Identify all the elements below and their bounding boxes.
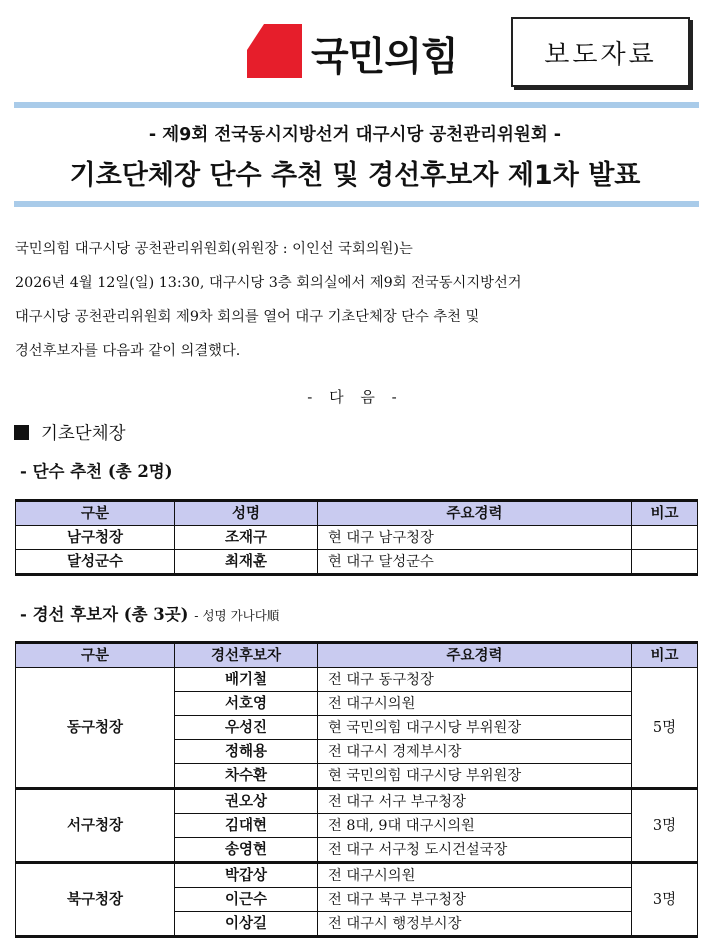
primary-heading bbox=[20, 601, 279, 625]
header-career: 주요경력 bbox=[318, 643, 632, 668]
career-cell: 현 국민의힘 대구시당 부위원장 bbox=[318, 716, 632, 740]
career-cell: 전 대구시 행정부시장 bbox=[318, 912, 632, 937]
name-cell: 차수환 bbox=[175, 764, 318, 789]
body-line-3: 대구시당 공천관리위원회 제9차 회의를 열어 대구 기초단체장 단수 추천 및 bbox=[15, 309, 480, 325]
press-release-label: 보도자료 bbox=[511, 17, 690, 87]
header-note: 비고 bbox=[632, 501, 698, 526]
title-band-bottom bbox=[14, 201, 699, 207]
career-cell: 현 대구 남구청장 bbox=[318, 526, 632, 550]
body-line-1: 국민의힘 대구시당 공천관리위원회(위원장 : 이인선 국회의원)는 bbox=[15, 241, 413, 257]
primary-table bbox=[15, 641, 698, 938]
name-cell: 김대현 bbox=[175, 814, 318, 838]
header-name: 성명 bbox=[175, 501, 318, 526]
primary-table-header bbox=[16, 643, 698, 668]
career-cell: 현 대구 달성군수 bbox=[318, 550, 632, 575]
sole-table bbox=[15, 499, 698, 576]
header-division: 구분 bbox=[16, 643, 175, 668]
career-cell: 전 대구 동구청장 bbox=[318, 668, 632, 692]
section-title: 기초단체장 bbox=[41, 424, 126, 444]
name-cell: 서호영 bbox=[175, 692, 318, 716]
note-cell bbox=[632, 550, 698, 575]
section-heading bbox=[14, 420, 126, 445]
page-title: 기초단체장 단수 추천 및 경선후보자 제1차 발표 bbox=[69, 160, 641, 191]
count-cell: 5명 bbox=[632, 668, 698, 789]
header-candidate: 경선후보자 bbox=[175, 643, 318, 668]
primary-heading-note: - 성명 가나다順 bbox=[194, 608, 280, 623]
note-cell bbox=[632, 526, 698, 550]
career-cell: 전 8대, 9대 대구시의원 bbox=[318, 814, 632, 838]
name-cell: 이근수 bbox=[175, 888, 318, 912]
header-division: 구분 bbox=[16, 501, 175, 526]
dagum-divider: - 다 음 - bbox=[307, 388, 403, 406]
count-cell: 3명 bbox=[632, 789, 698, 863]
name-cell: 우성진 bbox=[175, 716, 318, 740]
career-cell: 전 대구 서구청 도시건설국장 bbox=[318, 838, 632, 863]
sole-heading: - 단수 추천 (총 2명) bbox=[20, 462, 173, 481]
division-cell: 달성군수 bbox=[16, 550, 175, 575]
name-cell: 배기철 bbox=[175, 668, 318, 692]
career-cell: 전 대구시 경제부시장 bbox=[318, 740, 632, 764]
career-cell: 전 대구시의원 bbox=[318, 863, 632, 888]
party-logo bbox=[247, 24, 477, 80]
name-cell: 최재훈 bbox=[175, 550, 318, 575]
career-cell: 현 국민의힘 대구시당 부위원장 bbox=[318, 764, 632, 789]
name-cell: 송영현 bbox=[175, 838, 318, 863]
title-band-top bbox=[14, 102, 699, 108]
division-cell: 남구청장 bbox=[16, 526, 175, 550]
header-career: 주요경력 bbox=[318, 501, 632, 526]
body-line-2: 2026년 4월 12일(일) 13:30, 대구시당 3층 회의실에서 제9회 전국동시지방선거 bbox=[15, 275, 522, 291]
table-row bbox=[16, 526, 698, 550]
name-cell: 권오상 bbox=[175, 789, 318, 814]
division-cell: 북구청장 bbox=[16, 863, 175, 937]
division-cell: 동구청장 bbox=[16, 668, 175, 789]
square-bullet-icon bbox=[14, 425, 29, 440]
header-note: 비고 bbox=[632, 643, 698, 668]
career-cell: 전 대구 북구 부구청장 bbox=[318, 888, 632, 912]
table-row bbox=[16, 863, 698, 888]
primary-heading-text: - 경선 후보자 (총 3곳) bbox=[20, 605, 189, 624]
count-cell: 3명 bbox=[632, 863, 698, 937]
division-cell: 서구청장 bbox=[16, 789, 175, 863]
name-cell: 이상길 bbox=[175, 912, 318, 937]
party-logo-mark-icon bbox=[247, 24, 302, 78]
page-subtitle: - 제9회 전국동시지방선거 대구시당 공천관리위원회 - bbox=[148, 125, 562, 145]
sole-table-header bbox=[16, 501, 698, 526]
table-row bbox=[16, 550, 698, 575]
name-cell: 박갑상 bbox=[175, 863, 318, 888]
name-cell: 조재구 bbox=[175, 526, 318, 550]
career-cell: 전 대구 서구 부구청장 bbox=[318, 789, 632, 814]
name-cell: 정해용 bbox=[175, 740, 318, 764]
career-cell: 전 대구시의원 bbox=[318, 692, 632, 716]
table-row bbox=[16, 789, 698, 814]
body-line-4: 경선후보자를 다음과 같이 의결했다. bbox=[15, 343, 241, 359]
table-row bbox=[16, 668, 698, 692]
party-logo-text: 국민의힘 bbox=[311, 35, 458, 80]
